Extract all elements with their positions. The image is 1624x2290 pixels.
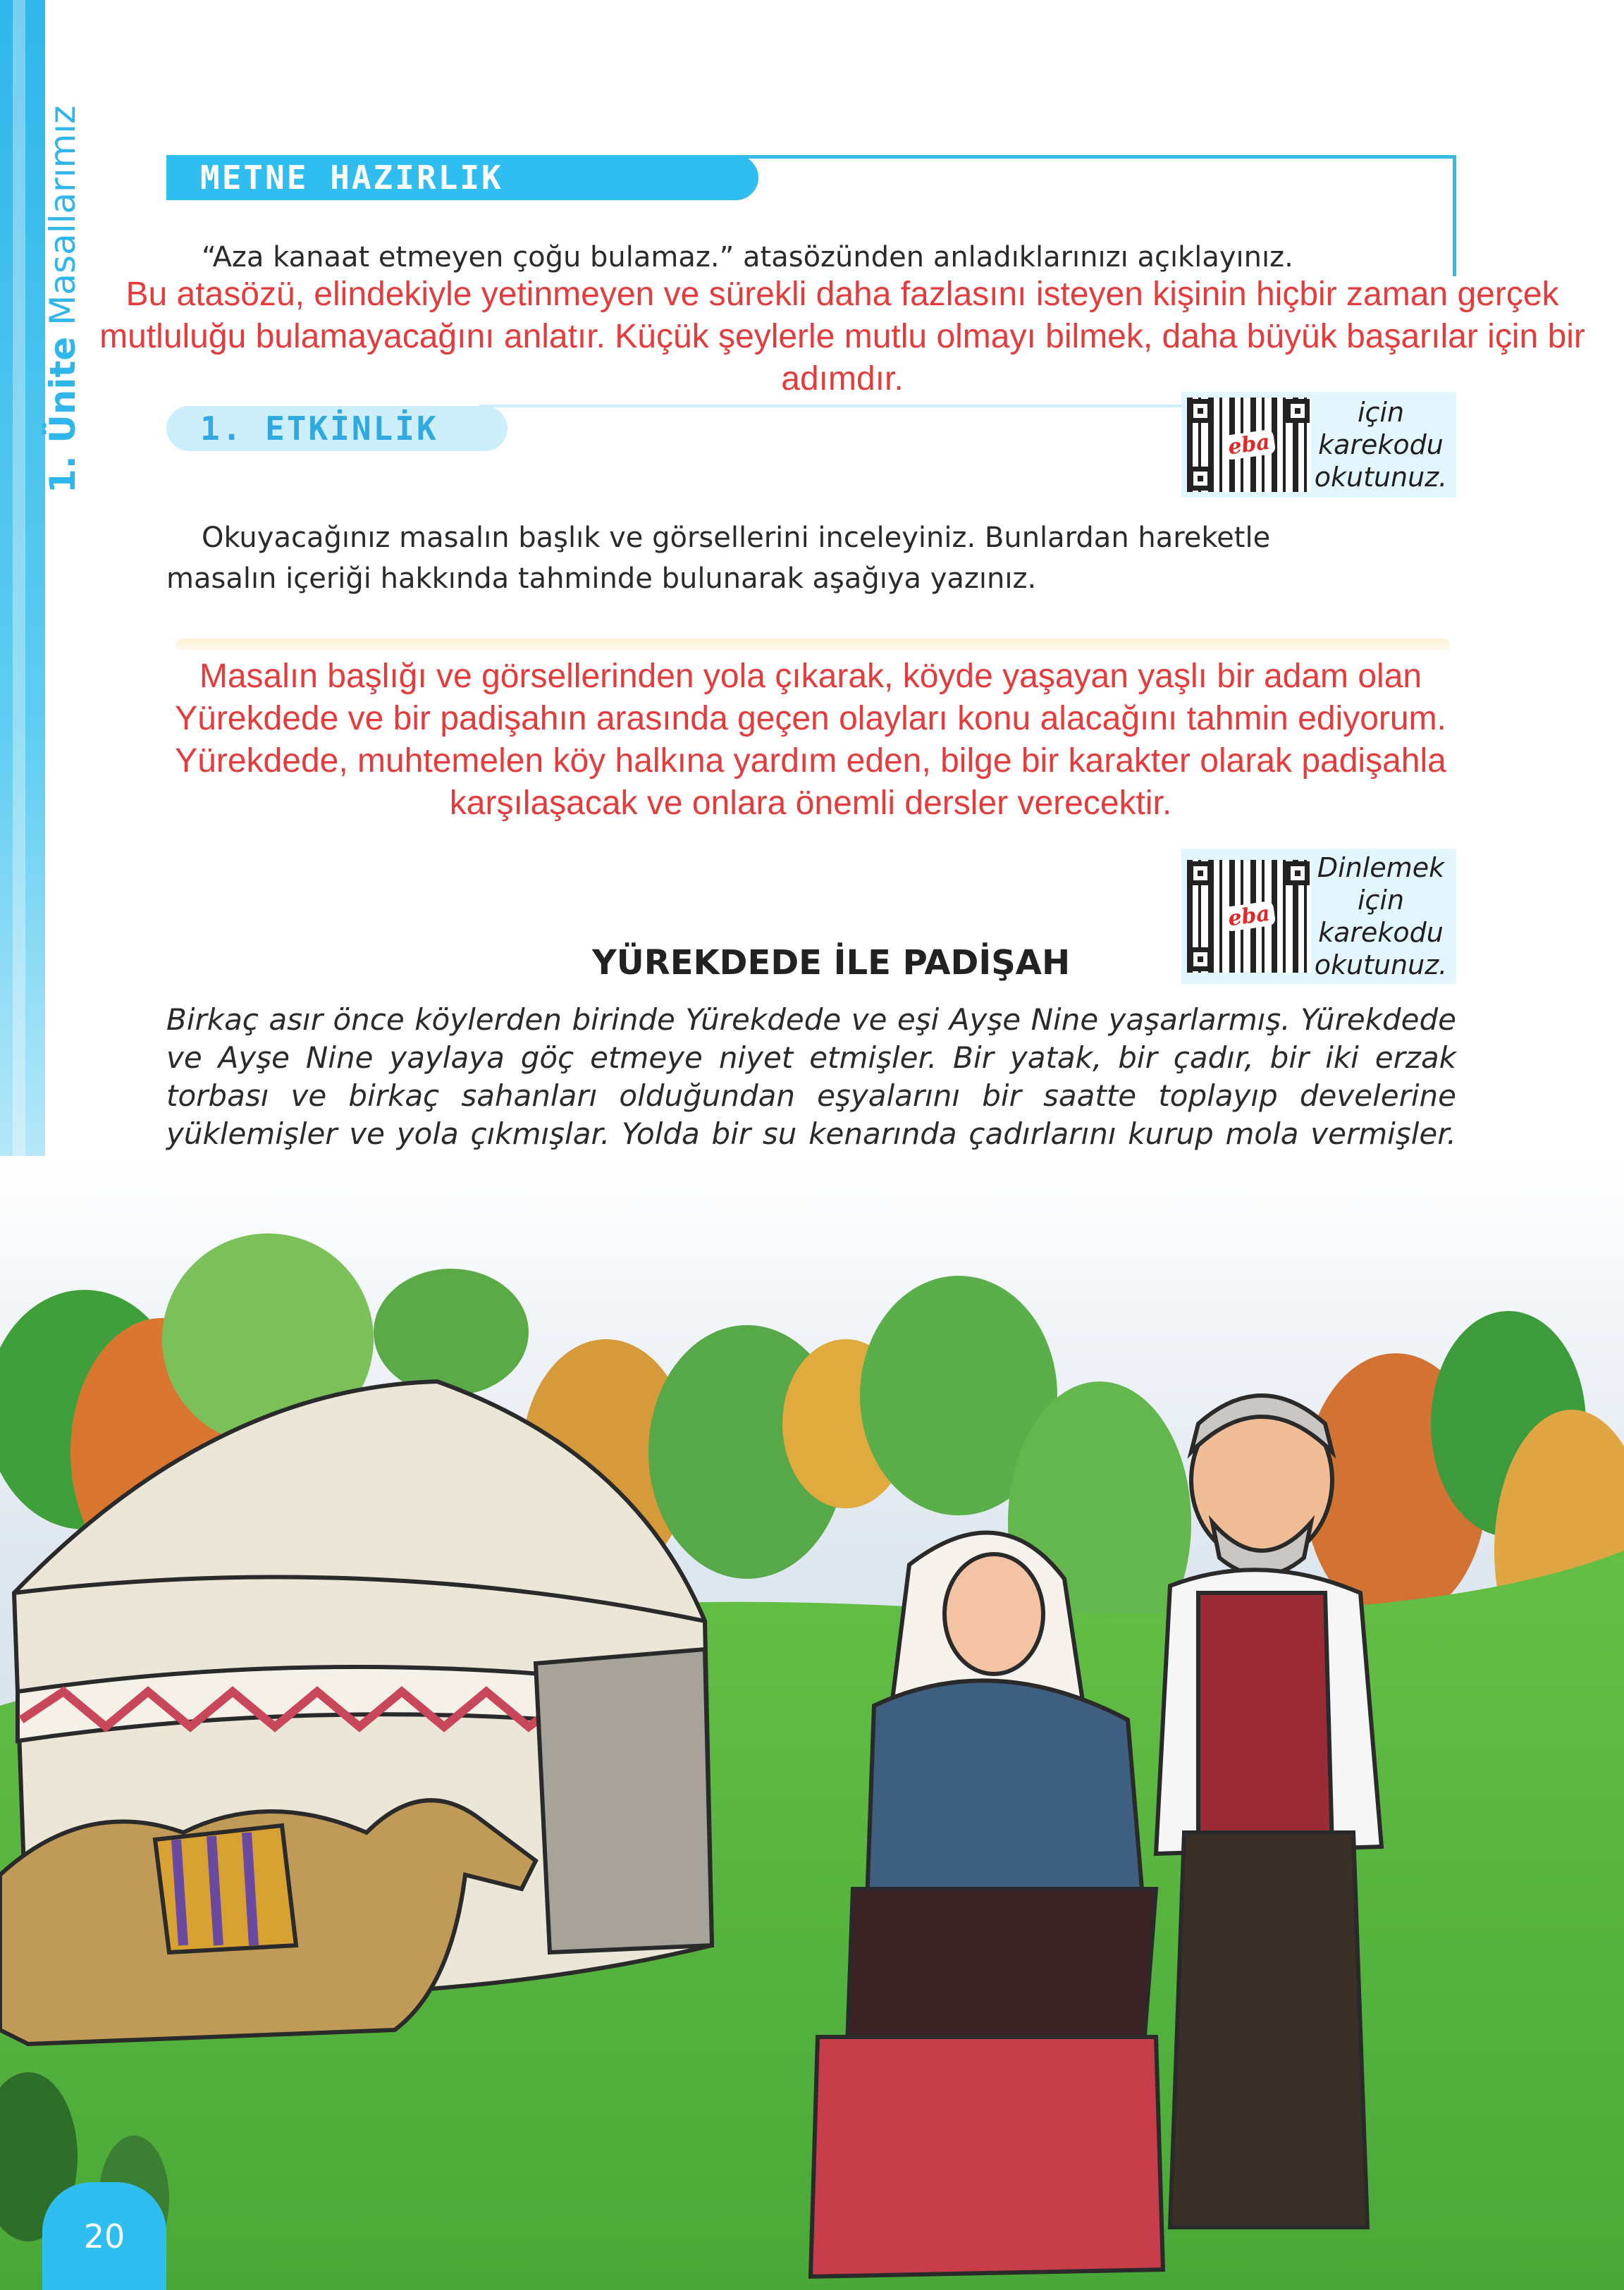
unit-number: 1. Ünite [42,336,83,493]
activity-heading: 1. ETKİNLİK [166,406,508,451]
qr-2-line4: okutunuz. [1314,949,1448,980]
qr-1-line2: karekodu [1318,429,1444,460]
prep-heading: METNE HAZIRLIK [166,155,758,200]
unit-label [42,106,83,493]
qr-2-line1: Dinlemek [1317,852,1445,883]
qr-2-line3: karekodu [1318,917,1444,948]
activity-instruction-1: Okuyacağınız masalın başlık ve görsellerini inceleyiniz. Bunlardan hareketle [202,522,1271,554]
edge-strip [0,0,45,1325]
prep-answer: Bu atasözü, elindekiyle yetinmeyen ve sürekli daha fazlasını isteyen kişinin hiçbir zaman gerçek mutluluğu bulamayacağını anlatır. Küçük şeylerle mutlu olmayı bilmek, daha büyük başarılar için bir adımdır. [99,276,1585,398]
qr-2-line2: için [1357,885,1405,916]
qr-box-2 [1181,849,1456,984]
eba-logo: eba [1222,901,1276,932]
story-text: Birkaç asır önce köylerden birinde Yürekdede ve eşi Ayşe Nine yaşarlarmış. Yürekdede ve Ayşe Nine yaylaya göç etmeye niyet etmişler. Bir yatak, bir çadır, bir iki erzak torbası ve birkaç sahanları olduğundan eşyalarını bir saatte toplayıp develerine yüklemişler ve yola çıkmışlar. Yolda bir su kenarında çadırlarını kurup mola vermişler. [166,1002,1456,1151]
activity-answer: Masalın başlığı ve görsellerinden yola çıkarak, köyde yaşayan yaşlı bir adam olan Yürekdede ve bir padişahın arasında geçen olayları konu alacağını tahmin ediyorum. Yürekdede, muhtemelen köy halkına yardım eden, bilge bir karakter olarak padişahla karşılaşacak ve onlara önemli dersler verecektir. [175,658,1446,822]
qr-1-line1: için [1357,397,1405,428]
activity-instruction-2: masalın içeriği hakkında tahminde bulunarak aşağıya yazınız. [166,562,1037,595]
qr-1-line3: okutunuz. [1314,462,1448,493]
story-illustration [0,1156,1624,2290]
unit-name: Masallarımız [42,105,83,326]
qr-1-caption [1311,396,1451,493]
qr-code-icon[interactable] [1187,860,1311,973]
page-number: 20 [42,2182,166,2290]
qr-box-1 [1181,392,1456,498]
story-title: YÜREKDEDE İLE PADİŞAH [592,943,1071,983]
eba-logo: eba [1222,429,1276,461]
prep-question: “Aza kanaat etmeyen çoğu bulamaz.” atasözünden anladıklarınızı açıklayınız. [202,241,1293,273]
answer-bar [176,639,1449,650]
qr-code-icon[interactable] [1187,398,1311,492]
qr-2-caption [1311,851,1451,981]
